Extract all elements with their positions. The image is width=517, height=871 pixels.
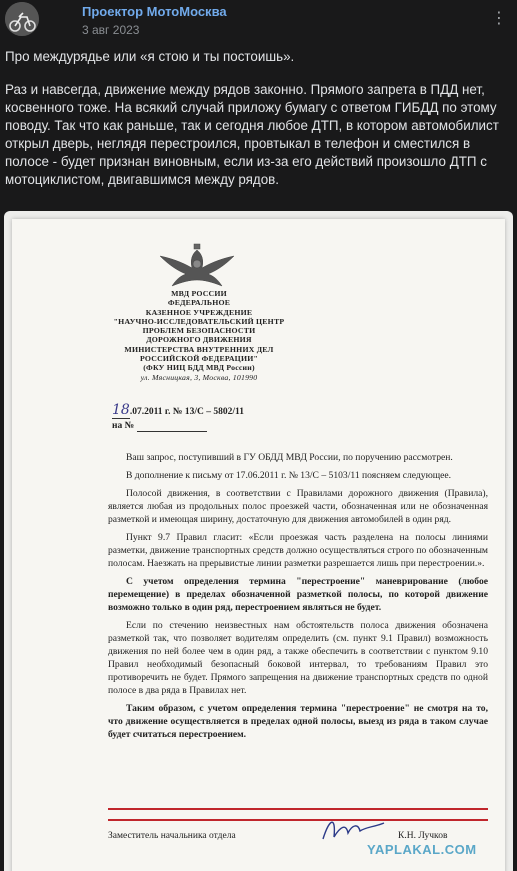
signer-title: Заместитель начальника отдела bbox=[108, 831, 236, 841]
org-line: "НАУЧНО-ИССЛЕДОВАТЕЛЬСКИЙ ЦЕНТР bbox=[113, 316, 285, 326]
attached-photo[interactable] bbox=[4, 211, 513, 871]
post-paragraph: Раз и навсегда, движение между рядов законно. Прямого запрета в ПДД нет, косвенного тоже. На всякий случай приложу бумагу с ответом ГИБДД по этому поводу. Так что как раньше, так и сегодня любое ДТП, в котором автомобилист открыл дверь, неглядя перестроился, провтыкал в телефон и сместился в полосе - будет признан виновным, если из-за его действий произошло ДТП с мотоциклистом, двигавшимся между рядов. bbox=[5, 82, 499, 187]
post-date[interactable]: 3 авг 2023 bbox=[82, 23, 140, 37]
org-line: МИНИСТЕРСТВА ВНУТРЕННИХ ДЕЛ bbox=[124, 344, 274, 354]
document-body bbox=[108, 451, 488, 746]
red-underline bbox=[108, 808, 488, 810]
post-text bbox=[5, 48, 512, 204]
red-underline bbox=[108, 819, 488, 821]
org-line: (ФКУ НИЦ БДД МВД России) bbox=[143, 363, 255, 373]
avatar[interactable] bbox=[5, 2, 39, 36]
doc-paragraph: В дополнение к письму от 17.06.2011 г. № 13/С – 5103/11 поясняем следующее. bbox=[126, 470, 452, 481]
doc-paragraph: Если по стечению неизвестных нам обстоятельств полоса движения обозначена разметкой так, что позволяет водителям определить (см. пункт 9.1 Правил) возможность движения по ней более чем в один ряд, а также обеспечить в соответствии с пунктом 9.10 Правил необходимый безопасный боковой интервал, то требованиям Правил это противоречить не будет. Прямого запрещения на движение транспортных средств по одной полосе в два ряда в Правилах нет. bbox=[108, 620, 488, 696]
reference-na-label: на № bbox=[112, 421, 135, 431]
motorcycle-avatar-icon bbox=[5, 2, 39, 36]
org-address: ул. Мясницкая, 3, Москва, 101990 bbox=[140, 372, 258, 382]
org-line: ФЕДЕРАЛЬНОЕ bbox=[167, 298, 231, 308]
doc-paragraph-bold: С учетом определения термина "перестроение" маневрирование (любое перемещение) в пределах обозначенной разметкой полосы, по которой движение возможно только в один ряд, перестроением являться не будет. bbox=[108, 576, 488, 613]
post-header bbox=[0, 0, 517, 40]
reference-na-blank bbox=[137, 421, 207, 432]
signer-name: К.Н. Лучков bbox=[398, 831, 448, 841]
organization-header bbox=[84, 289, 314, 382]
org-line: РОССИЙСКОЙ ФЕДЕРАЦИИ" bbox=[139, 354, 259, 364]
doc-paragraph: Полосой движения, в соответствии с Правилами дорожного движения (Правила), является любая из продольных полос проезжей части, обозначенная или не обозначенная разметкой и имеющая ширину, достаточную для движения автомобилей в один ряд. bbox=[108, 488, 488, 525]
document-reference-na bbox=[112, 421, 207, 432]
reference-day: 18 bbox=[112, 402, 130, 418]
org-line: КАЗЕННОЕ УЧРЕЖДЕНИЕ bbox=[145, 307, 253, 317]
document-reference bbox=[112, 402, 244, 419]
site-watermark: YAPLAKAL.COM bbox=[367, 842, 477, 857]
document-paper bbox=[12, 219, 505, 871]
reference-number: .07.2011 г. № 13/С – 5802/11 bbox=[129, 407, 244, 417]
doc-paragraph: Пункт 9.7 Правил гласит: «Если проезжая часть разделена на полосы линиями разметки, движение транспортных средств должно осуществляться строго по обозначенным полосам. Наезжать на прерывистые линии разметки разрешается лишь при перестроении.». bbox=[108, 532, 488, 569]
post-author-link[interactable]: Проектор МотоМосква bbox=[82, 4, 227, 19]
more-vertical-icon[interactable]: ⋮ bbox=[491, 10, 507, 27]
post-paragraph: Про междурядье или «я стою и ты постоишь». bbox=[5, 49, 295, 64]
org-line: ДОРОЖНОГО ДВИЖЕНИЯ bbox=[146, 335, 252, 345]
eagle-emblem-icon bbox=[142, 242, 252, 292]
org-line: ПРОБЛЕМ БЕЗОПАСНОСТИ bbox=[142, 326, 256, 336]
org-line: МВД РОССИИ bbox=[171, 289, 227, 298]
doc-paragraph-bold: Таким образом, с учетом определения термина "перестроение" не смотря на то, что движение осуществляется в пределах одной полосы, выезд из ряда в таком случае будет считаться перестроением. bbox=[108, 703, 488, 740]
doc-paragraph: Ваш запрос, поступивший в ГУ ОБДД МВД России, по поручению рассмотрен. bbox=[126, 452, 453, 463]
